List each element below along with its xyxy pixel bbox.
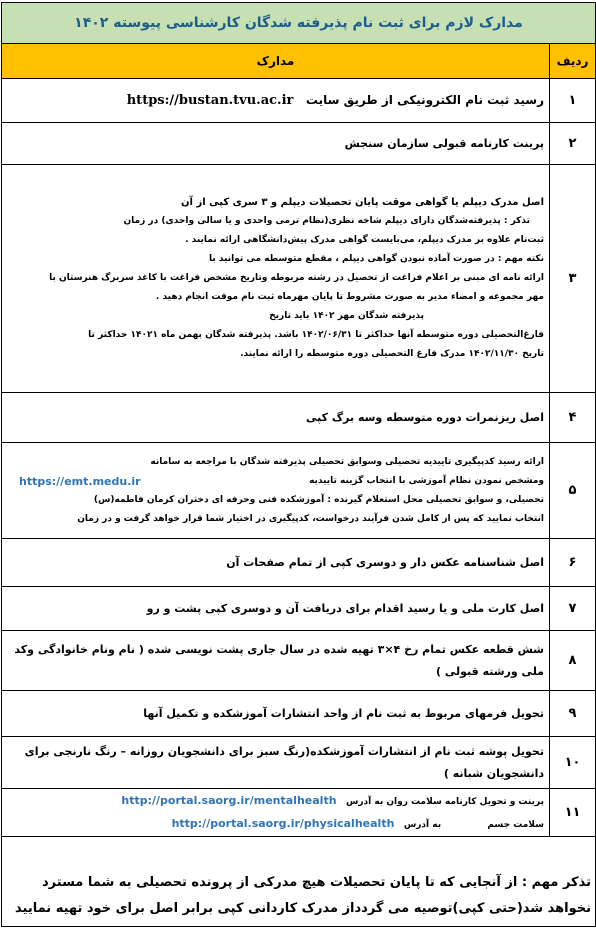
row-10-content <box>2 737 550 789</box>
row-8-line: شش قطعه عکس تمام رخ ۴×۳ تهیه شده در سال جاری پشت نویسی شده ( نام ونام خانوادگی وکد <box>14 642 544 656</box>
row-3-line: مهر مجموعه و امضاء مدیر به صورت مشروط تا پایان مهرماه ثبت نام موقت انجام دهید . <box>155 292 544 302</box>
note-line: نخواهد شد(حتی کپی)توصیه می گردداز مدرک کاردانی کپی برابر اصل برای خود تهیه نمایید <box>15 901 591 916</box>
table-row <box>2 443 596 539</box>
table-row <box>2 691 596 737</box>
header-docs: مدارک <box>2 44 550 79</box>
table-row <box>2 587 596 631</box>
documents-table <box>1 2 596 927</box>
bustan-url[interactable]: https://bustan.tvu.ac.ir <box>126 93 294 108</box>
page-title: مدارک لازم برای ثبت نام پذیرفته شدگان کارشناسی پیوسته ۱۴۰۲ <box>2 3 596 44</box>
emt-url[interactable]: https://emt.medu.ir <box>19 474 141 488</box>
row-number: ۶ <box>550 539 596 587</box>
row-8-line: ملی ورشته قبولی ) <box>436 664 544 678</box>
header-row-number: ردیف <box>550 44 596 79</box>
table-row <box>2 737 596 789</box>
row-1-text: رسید ثبت نام الکترونیکی از طریق سایت <box>305 93 544 107</box>
table-row <box>2 539 596 587</box>
row-number: ۱۰ <box>550 737 596 789</box>
table-row <box>2 393 596 443</box>
row-number: ۳ <box>550 165 596 393</box>
row-number: ۵ <box>550 443 596 539</box>
row-3-line: ثبت‌نام علاوه بر مدرک دیپلم، می‌بایست گواهی مدرک پیش‌دانشگاهی ارائه نمایند . <box>185 235 544 245</box>
mental-health-url[interactable]: http://portal.saorg.ir/mentalhealth <box>121 793 337 807</box>
important-note-row <box>2 837 596 927</box>
row-1-content <box>2 79 550 123</box>
row-number: ۸ <box>550 631 596 691</box>
table-row <box>2 165 596 393</box>
row-7-content: اصل کارت ملی و یا رسید اقدام برای دریافت آن و دوسری کپی پشت و رو <box>2 587 550 631</box>
row-3-line: نکته مهم : در صورت آماده نبودن گواهی دیپلم ، مقطع متوسطه می توانید با <box>209 254 544 264</box>
table-row <box>2 123 596 165</box>
row-number: ۹ <box>550 691 596 737</box>
row-number: ۱ <box>550 79 596 123</box>
note-line: تذکر مهم : از آنجایی که تا پایان تحصیلات هیچ مدرکی از پرونده تحصیلی به شما مسترد <box>42 875 591 890</box>
row-3-line: تذکر : پذیرفته‌شدگان دارای دیپلم شاخه نظری(نظام ترمی واحدی و یا سالی واحدی) در زمان <box>123 216 530 226</box>
row-9-content: تحویل فرمهای مربوط به ثبت نام از واحد انتشارات آموزشکده و تکمیل آنها <box>2 691 550 737</box>
row-10-line: تحویل پوشه ثبت نام از انتشارات آموزشکده(رنگ سبز برای دانشجویان روزانه – رنگ نارنجی برای <box>24 744 544 758</box>
row-number: ۷ <box>550 587 596 631</box>
row-5-line: ومشخص نمودن نظام آموزشی با انتخاب گزینه تاییدیه <box>309 475 544 486</box>
row-5-line: ارائه رسید کدپیگیری تاییدیه تحصیلی وسوابق تحصیلی پذیرفته شدگان با مراجعه به سامانه <box>150 456 544 467</box>
row-3-line: پذیرفته شدگان مهر ۱۴۰۲ باید تاریخ <box>269 311 424 321</box>
row-11-text: سلامت جسم <box>487 819 544 830</box>
row-3-line: تاریخ ۱۴۰۲/۱۱/۳۰ مدرک فارغ التحصیلی دوره متوسطه را ارائه نمایند. <box>240 349 544 359</box>
row-3-content <box>2 165 550 393</box>
table-row <box>2 79 596 123</box>
row-number: ۴ <box>550 393 596 443</box>
row-3-line: فارغ‌التحصیلی دوره متوسطه آنها حداکثر تا ۱۴۰۲/۰۶/۳۱ باشد. پذیرفته شدگان بهمن ماه ۱۴۰۲۱ حداکثر تا <box>88 330 544 340</box>
row-8-content <box>2 631 550 691</box>
row-11-content <box>2 789 550 837</box>
row-number: ۱۱ <box>550 789 596 837</box>
row-3-line: اصل مدرک دیپلم یا گواهی موقت پایان تحصیلات دیپلم و ۳ سری کپی از آن <box>181 197 544 208</box>
physical-health-url[interactable]: http://portal.saorg.ir/physicalhealth <box>171 816 395 830</box>
row-5-line: انتخاب نمایید که پس از کامل شدن فرآیند درخواست، کدپیگیری در اختیار شما قرار خواهد گرفت و در زمان <box>77 513 544 524</box>
table-row <box>2 789 596 837</box>
row-11-line-1 <box>7 790 544 813</box>
row-11-text: پرینت و تحویل کارنامه سلامت روان به آدرس <box>345 796 544 807</box>
row-2-content: پرینت کارنامه قبولی سازمان سنجش <box>2 123 550 165</box>
row-5-line: تحصیلی، و سوابق تحصیلی محل استعلام گیرنده : آموزشکده فنی وحرفه ای دختران کرمان فاطمه(س) <box>93 494 544 505</box>
row-11-line-2 <box>7 813 544 836</box>
row-6-content: اصل شناسنامه عکس دار و دوسری کپی از تمام صفحات آن <box>2 539 550 587</box>
row-5-line-wrap <box>7 472 544 491</box>
row-number: ۲ <box>550 123 596 165</box>
row-10-line: دانشجویان شبانه ) <box>443 766 544 780</box>
row-3-line: ارائه نامه ای مبنی بر اعلام فراغت از تحصیل در رشته مربوطه وتاریخ مشخص فراغت با کاغذ سربرگ هنرستان با <box>49 273 544 283</box>
important-note <box>2 837 596 927</box>
row-4-content: اصل ریزنمرات دوره متوسطه وسه برگ کپی <box>2 393 550 443</box>
row-5-content <box>2 443 550 539</box>
row-11-text: به آدرس <box>403 819 442 830</box>
table-row <box>2 631 596 691</box>
